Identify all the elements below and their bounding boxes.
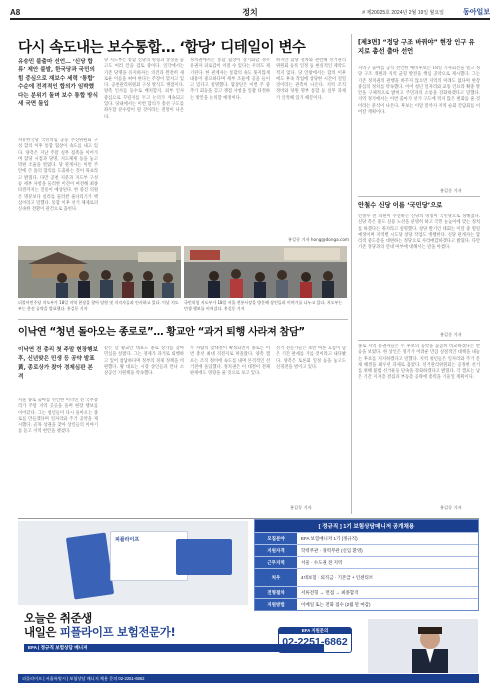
row-value: 학력무관 · 경력무관 (신입 환영) — [301, 547, 363, 553]
ad-cards-visual — [18, 521, 248, 605]
row-key: 모집분야 — [255, 533, 297, 544]
slogan-line-1: 오늘은 취준생 — [24, 611, 92, 625]
row-key: 근무지역 — [255, 557, 297, 568]
business-card-blue — [176, 539, 232, 575]
issue-info: # 제20025호 2024년 2월 19일 월요일 — [362, 10, 444, 16]
lead-body-c: 정치권에서는 통합 협상이 장기화할 경우 유권자 피로감이 커질 수 있다는 우려도 제기된다. 한 관계자는 통합의 속도 못지않게 내용이 중요하다며 세부 조율에 공을 들이고 있다고 설명했다. 협상단은 이번 주 중 추가 회동을 갖고 쟁점 사항을 일괄 타결하는 방안을 논의할 예정이다. — [190, 58, 270, 101]
table-row — [255, 586, 478, 598]
row-key: 처우 — [255, 569, 297, 586]
paper-name: 동아일보 — [462, 9, 490, 16]
column-divider — [351, 34, 352, 514]
row-key: 지원자격 — [255, 545, 297, 556]
second-body-d: 선거 전문가들은 초반 여론 흐름이 남은 기간 판세를 가를 것이라고 내다봤다. 양측은 토론회 일정 등을 놓고도 신경전을 벌이고 있다. — [276, 346, 346, 370]
lead-headline: 다시 속도내는 보수통합… ‘합당’ 디테일이 변수 — [18, 40, 306, 56]
table-row — [255, 568, 478, 586]
side-mid-headline: 안철수 신당 이름 ‘국민당’으로 — [358, 202, 443, 209]
slogan-brand: 피플라이프 보험전문가! — [59, 625, 176, 639]
caption-right: 국민의힘 지도부가 18일 서울 전통시장을 방문해 상인들과 이야기를 나누고 있다. 지도부는 민생 행보를 이어갔다. 홍길동 기자 — [184, 300, 343, 311]
side-top-body: 지역구 출마를 공식 선언한 예비후보는 18일 기자회견을 열고 정당 구조 개편과 지역 균형 발전을 핵심 공약으로 제시했다. 그는 기존 정치권의 관행을 바꾸지 않으면 지역의 미래도 없다며 현장 중심의 정치를 약속했다. 이어 청년 일자리와 교통 인프라 확충 방안을 구체적으로 밝히고 주민과의 소통을 강화하겠다고 말했다. 지역 정가에서는 이번 출마가 선거 구도에 적지 않은 변화를 줄 것이라는 분석이 나온다. 후보는 이달 말까지 지역 순회 간담회를 이어갈 계획이다. — [358, 66, 480, 116]
table-row — [255, 532, 478, 544]
ad-bar: EFA | 정규직 보험상담 매니저 — [24, 644, 324, 652]
slogan-line-2: 내일은 — [24, 625, 57, 639]
ad-brand-logo: 피플라이프 — [115, 537, 140, 543]
brochure-card — [66, 533, 114, 600]
lead-subhead: 유승민 불출마 선언… ‘신당 합류’ 제안 불발, 한국당과 국민의힘 중심으로 재보수 세력 ‘통합’ 수순에 전격적인 합의가 임박했다는 분위기 돌며 보수 통합 방식 새 국면 돌입 — [18, 59, 98, 108]
row-value: EFA 보험매니저 1기 (정규직) — [301, 535, 358, 541]
masthead — [10, 6, 490, 20]
second-body-a: 서울 종로 출마를 선언한 이낙연 전 국무총리가 주말 지역 곳곳을 돌며 현장 행보를 이어갔다. 그는 청년들이 다시 돌아오는 종로를 만들겠다며 일자리와 주거 공약을 제시했다. 골목 상권을 찾아 상인들의 이야기를 듣고 지역 현안을 챙겼다. — [18, 398, 98, 435]
second-subhead: 이낙연 전 총리 첫 주말 현장행보 후, 신년맞은 민생 등 공약 발표 黃, 종로상가 찾아 경제심판 본격 — [18, 347, 98, 380]
row-key: 지원방법 — [255, 599, 297, 610]
ad-slogan — [24, 611, 175, 639]
side-top-headline: [제3면] “정당 구조 바꿔야” 현장 인구 유지로 총선 출마 선언 — [358, 39, 475, 55]
row-value: 서울 · 수도권 전 지역 — [301, 559, 343, 565]
side-mid-body: 안철수 전 의원이 추진하는 신당의 명칭이 국민당으로 정해졌다. 신당 측은 중도 실용 노선을 분명히 하고 국민 눈높이에 맞는 정치를 하겠다는 취지라고 설명했다. 창당 발기인 대회는 이달 중 열릴 예정이며 지역별 시도당 창당 작업도 병행한다. 신당 관계자는 합리적 중도층을 대변하는 정당으로 자리매김하겠다고 밝혔다. 다만 기존 정당과의 연대 여부에 대해서는 말을 아꼈다. — [358, 214, 480, 251]
side-rule-2 — [358, 340, 480, 341]
row-value: 4대보험 · 퇴직금 · 기본급 + 인센티브 — [301, 574, 374, 580]
second-body-c: 두 사람의 맞대결이 확정되면서 종로는 이번 총선 최대 격전지로 떠올랐다. 양측 캠프는 조직 정비에 속도를 내며 본격적인 선거전에 돌입했다. 정치권은 이 대결이 전체 판세에도 영향을 줄 것으로 보고 있다. — [190, 346, 270, 377]
tel-label: EFA 지원문의 — [279, 628, 351, 634]
recruit-table — [254, 519, 479, 611]
table-row — [255, 544, 478, 556]
lead-body-d: 하지만 합당 절차와 관련해 선거관리위원회 등록 일정 등 현실적인 제약도 적지 않다. 당 안팎에서는 합의 이후에도 후속 작업에 상당한 시간이 걸릴 것이라는 관측이 나온다. 지역 조직 정비와 당원 명부 통합 등 실무 과제가 산적해 있기 때문이다. — [276, 58, 346, 101]
ad-model-photo — [368, 619, 478, 673]
second-body-b: 같은 날 황교안 대표도 종로 상가를 찾아 민심을 살폈다. 그는 경제가 과거로 퇴행하고 있어 참담하다며 정부의 경제 정책을 비판했다. 황 대표는 시장 상인들과 만나 소상공인 지원책을 약속했다. — [104, 346, 184, 377]
table-row — [255, 556, 478, 568]
page-number: A8 — [10, 8, 21, 17]
side-rule-1 — [358, 196, 480, 197]
recruit-table-title: [ 정규직 ] 1기 보험상담매니저 공개채용 — [255, 520, 478, 532]
ad-phone-box — [278, 627, 352, 653]
tel-number: 02-2251-6862 — [282, 636, 348, 648]
table-row — [255, 598, 478, 610]
second-headline: 이낙연 “청년 돌아오는 종로로”… 황교안 “과거 퇴행 사라져 참담” — [18, 327, 305, 338]
section-label: 정치 — [242, 8, 258, 17]
lead-body-b: 당 지도부는 통합 신당의 명칭과 상징을 놓고도 여러 안을 검토 중이다. 일각에서는 기존 당명을 유지하자는 의견과 완전히 새로운 이름을 써야 한다는 주장이 맞서고 있다. 공천관리위원회 구성 방식도 쟁점이다. 양측 인사를 동수로 배치할지, 외부 인사 중심으로 꾸릴지를 두고 논의가 계속되고 있다. 당내에서는 이번 합의가 총선 구도를 좌우할 분수령이 될 것이라는 전망이 나온다. — [104, 58, 184, 120]
job-advertisement — [18, 518, 479, 682]
second-byline: 홍길동 기자 — [290, 505, 312, 510]
lead-byline: 홍길동 기자 hong@donga.com — [288, 237, 349, 242]
lead-body-a: 자유한국당 국민의힘 공동 추진위원회 구성 합의 이후 통합 협상이 속도를 내고 있다. 양측은 지난 주말 실무 접촉을 이어가며 합당 시점과 당명, 지도체제 등을 놓고 막판 조율을 벌였다. 당 관계자는 이번 주 안에 큰 틀의 합의를 도출하는 것이 목표라고 밝혔다. 다만 공천 지분과 지도부 구성 등 세부 사항을 둘러싼 이견이 여전해 최종 타결까지는 진통이 예상된다. 한 중진 의원은 명분보다 실리를 둘러싼 줄다리기가 핵심이라고 말했다. 통합 이후 선거 체제로의 신속한 전환이 관건으로 꼽힌다. — [18, 138, 98, 213]
row-key: 전형절차 — [255, 587, 297, 598]
side-mid-byline: 홍길동 기자 — [440, 332, 462, 337]
side-bottom-body: 종로 지역 유권자들은 두 후보의 공약을 꼼꼼히 비교하겠다는 반응을 보였다. 한 상인은 경기가 어려운 만큼 실질적인 대책을 내놓는 후보를 지지하겠다고 말했다. 지역 청년들은 일자리와 주거 문제 해결을 최우선 과제로 꼽았다. 선거관리위원회는 공정한 선거를 위해 불법 선거운동 단속을 강화하겠다고 밝혔다. 각 캠프는 남은 기간 지지층 결집과 부동층 공략에 총력을 기울일 계획이다. — [358, 344, 480, 381]
row-value: 서류전형 → 면접 → 최종합격 — [301, 589, 359, 595]
ad-footer: 피플라이프 | 서울특별시 | 보험상담 매니저 채용 문의 02-2251-6862 — [18, 674, 479, 683]
photo-right — [184, 246, 347, 298]
caption-left: 더불어민주당 지도부가 18일 지역 현장을 찾아 당원 및 지지자들과 인사하고 있다. 이날 지도부는 총선 공약을 발표했다. 홍길동 기자 — [18, 300, 179, 311]
photo-left — [18, 246, 181, 298]
section-rule — [18, 319, 348, 320]
side-bottom-byline: 홍길동 기자 — [440, 505, 462, 510]
side-top-byline: 홍길동 기자 — [440, 188, 462, 193]
row-value: 이메일 또는 전화 접수 (2월 말 마감) — [301, 601, 371, 607]
